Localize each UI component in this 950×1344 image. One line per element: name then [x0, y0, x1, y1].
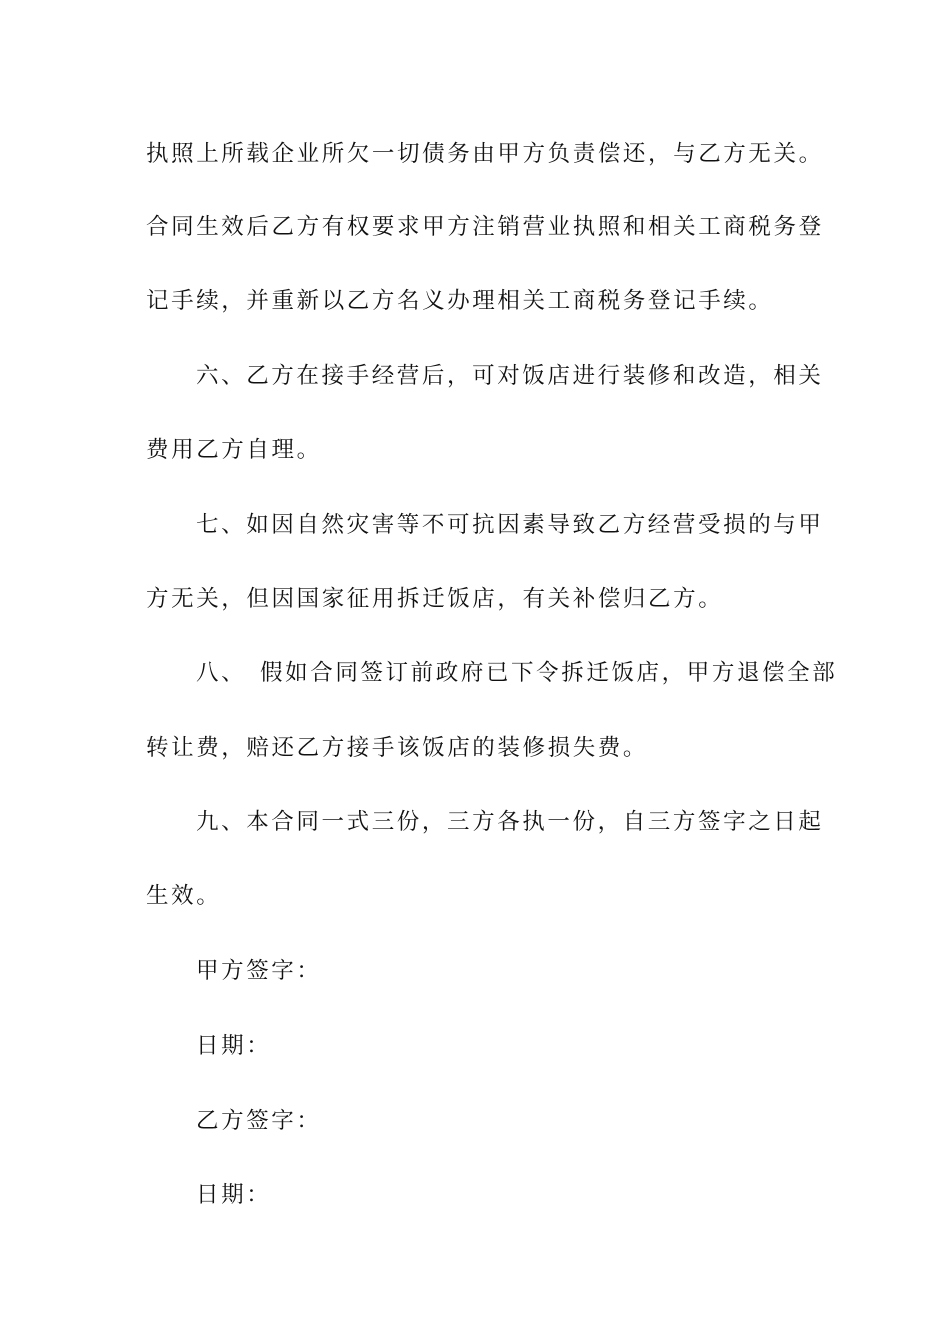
body-text-line-2: 合同生效后乙方有权要求甲方注销营业执照和相关工商税务登 [146, 214, 824, 240]
clause-9-line-1: 九、本合同一式三份，三方各执一份，自三方签字之日起 [196, 809, 824, 835]
clause-7-line-1: 七、如因自然灾害等不可抗因素导致乙方经营受损的与甲 [196, 512, 824, 538]
clause-8-line-1: 八、 假如合同签订前政府已下令拆迁饭店，甲方退偿全部 [196, 660, 838, 686]
clause-8-line-2: 转让费，赔还乙方接手该饭店的装修损失费。 [146, 735, 649, 761]
party-b-date-label: 日期： [196, 1182, 272, 1208]
clause-6-line-1: 六、乙方在接手经营后，可对饭店进行装修和改造，相关 [196, 363, 824, 389]
party-a-date-label: 日期： [196, 1033, 272, 1059]
clause-7-line-2: 方无关，但因国家征用拆迁饭店，有关补偿归乙方。 [146, 586, 724, 612]
party-b-signature-label: 乙方签字： [196, 1108, 322, 1134]
clause-9-line-2: 生效。 [146, 883, 222, 909]
body-text-line-3: 记手续，并重新以乙方名义办理相关工商税务登记手续。 [146, 288, 774, 314]
clause-6-line-2: 费用乙方自理。 [146, 437, 322, 463]
party-a-signature-label: 甲方签字： [196, 958, 322, 984]
body-text-line-1: 执照上所载企业所欠一切债务由甲方负责偿还，与乙方无关。 [146, 141, 824, 167]
